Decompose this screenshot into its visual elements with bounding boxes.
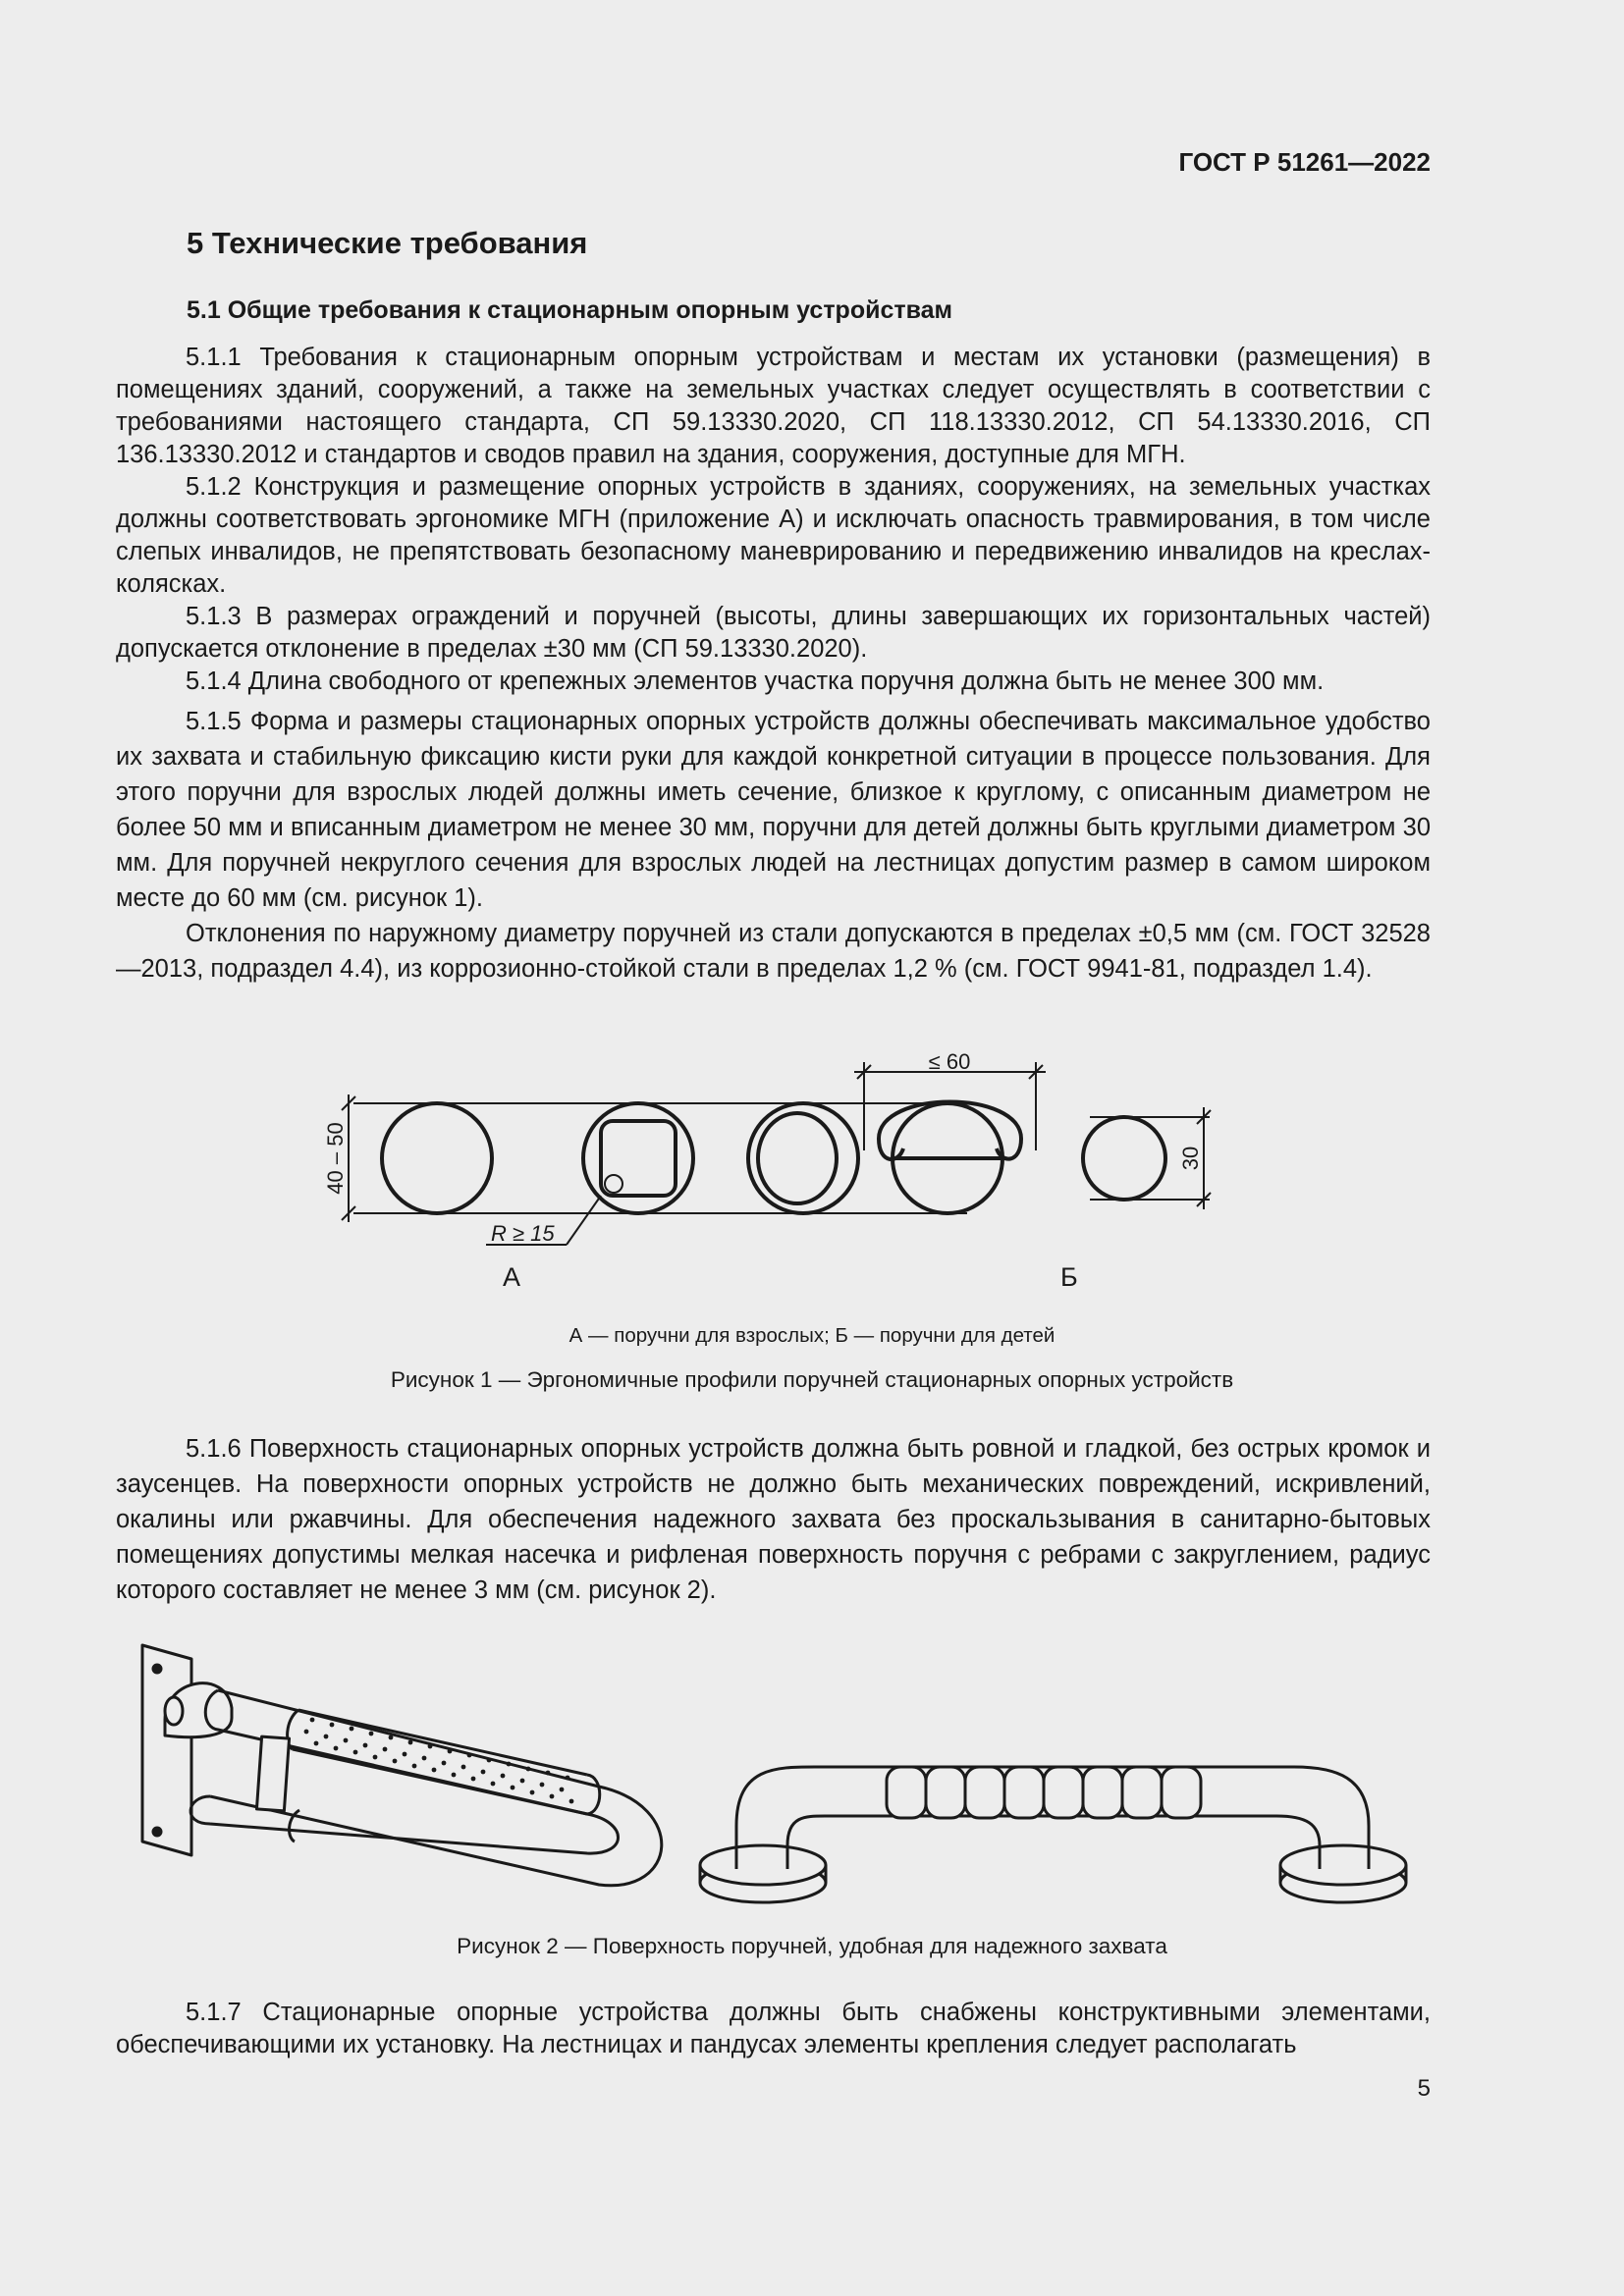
profile-round-adult (382, 1103, 492, 1213)
folding-grab-bar-illustration (142, 1645, 662, 1886)
profile-round-child (1083, 1117, 1165, 1200)
figure-2-handrail-surfaces (0, 1629, 1624, 1924)
profile-square-rounded (601, 1121, 676, 1196)
paragraph-5-1-7: 5.1.7 Стационарные опорные устройства должны быть снабжены конструктивными элементами, обеспечивающими их установку. На лестницах и пандусах элементы крепления следует располагать (116, 1999, 1431, 2058)
document-header-standard: ГОСТ Р 51261—2022 (1178, 147, 1431, 177)
label-height-adult: 40 – 50 (323, 1122, 348, 1195)
paragraph-5-1-2: 5.1.2 Конструкция и размещение опорных устройств в зданиях, сооружениях, на земельных участках должны соответствовать эргономике МГН (приложение А) и исключать опасность травмирования, в том числе слепых инвалидов, не препятствовать безопасному маневрированию и передвижению инвалидов на креслах-колясках. (116, 473, 1431, 598)
paragraph-5-1-3: 5.1.3 В размерах ограждений и поручней (высоты, длины завершающих их горизонтальных частей) допускается отклонение в пределах ±30 мм (СП 59.13330.2020). (116, 603, 1431, 663)
paragraph-5-1-1: 5.1.1 Требования к стационарным опорным устройствам и местам их установки (размещения) в помещениях зданий, сооружений, а также на земельных участках следует осуществлять в соответствии с требованиями настоящего стандарта, СП 59.13330.2020, СП 118.13330.2012, СП 54.13330.2016, СП 136.13330.2012 и стандартов и сводов правил на здания, сооружения, доступные для МГН. (116, 344, 1431, 468)
figure-1-legend: А — поручни для взрослых; Б — поручни для детей (568, 1324, 1056, 1347)
text-block-3 (116, 1431, 1431, 1608)
paragraph-deviations: Отклонения по наружному диаметру поручней из стали допускаются в пределах ±0,5 мм (см. ГОСТ 32528—2013, подраздел 4.4), из коррозионно-стойкой стали в пределах 1,2 % (см. ГОСТ 9941-81, подраздел 1.4). (116, 920, 1431, 983)
subsection-title: 5.1 Общие требования к стационарным опорным устройствам (187, 296, 953, 324)
figure-1-handrail-profiles (0, 1041, 1624, 1325)
label-width-max: ≤ 60 (928, 1049, 971, 1074)
text-block-4 (116, 1997, 1431, 2061)
paragraph-5-1-4: 5.1.4 Длина свободного от крепежных элементов участка поручня должна быть не менее 300 мм. (186, 667, 1325, 695)
section-title: 5 Технические требования (187, 226, 588, 260)
paragraph-5-1-6: 5.1.6 Поверхность стационарных опорных устройств должна быть ровной и гладкой, без острых кромок и заусенцев. На поверхности опорных устройств не должно быть механических повреждений, искривлений, окалины или ржавчины. Для обеспечения надежного захвата без проскальзывания в санитарно-бытовых помещениях допустимы мелкая насечка и рифленая поверхность поручня с ребрами с закруглением, радиус которого составляет не менее 3 мм (см. рисунок 2). (116, 1435, 1431, 1604)
text-block-2 (116, 704, 1431, 987)
label-group-a: А (503, 1262, 521, 1292)
profile-oval-outer (748, 1103, 858, 1213)
text-block-1 (116, 342, 1431, 698)
figure-1-caption: Рисунок 1 — Эргономичные профили поручней стационарных опорных устройств (390, 1367, 1234, 1392)
page-number: 5 (1417, 2075, 1431, 2102)
label-group-b: Б (1060, 1262, 1078, 1292)
label-height-child: 30 (1178, 1146, 1203, 1171)
radius-marker (605, 1175, 623, 1193)
profile-oval-inner (758, 1113, 837, 1203)
paragraph-5-1-5: 5.1.5 Форма и размеры стационарных опорных устройств должны обеспечивать максимальное удобство их захвата и стабильную фиксацию кисти руки для каждой конкретной ситуации в процессе пользования. Для этого поручни для взрослых людей должны иметь сечение, близкое к круглому, с описанным диаметром не более 50 мм и вписанным диаметром не менее 30 мм, поручни для детей должны быть круглыми диаметром 30 мм. Для поручней некруглого сечения для взрослых людей на лестницах допустим размер в самом широком месте до 60 мм (см. рисунок 1). (116, 708, 1431, 912)
label-radius: R ≥ 15 (491, 1221, 555, 1246)
ribbed-grab-bar-illustration (700, 1767, 1406, 1902)
figure-2-caption: Рисунок 2 — Поверхность поручней, удобная для надежного захвата (457, 1934, 1167, 1958)
